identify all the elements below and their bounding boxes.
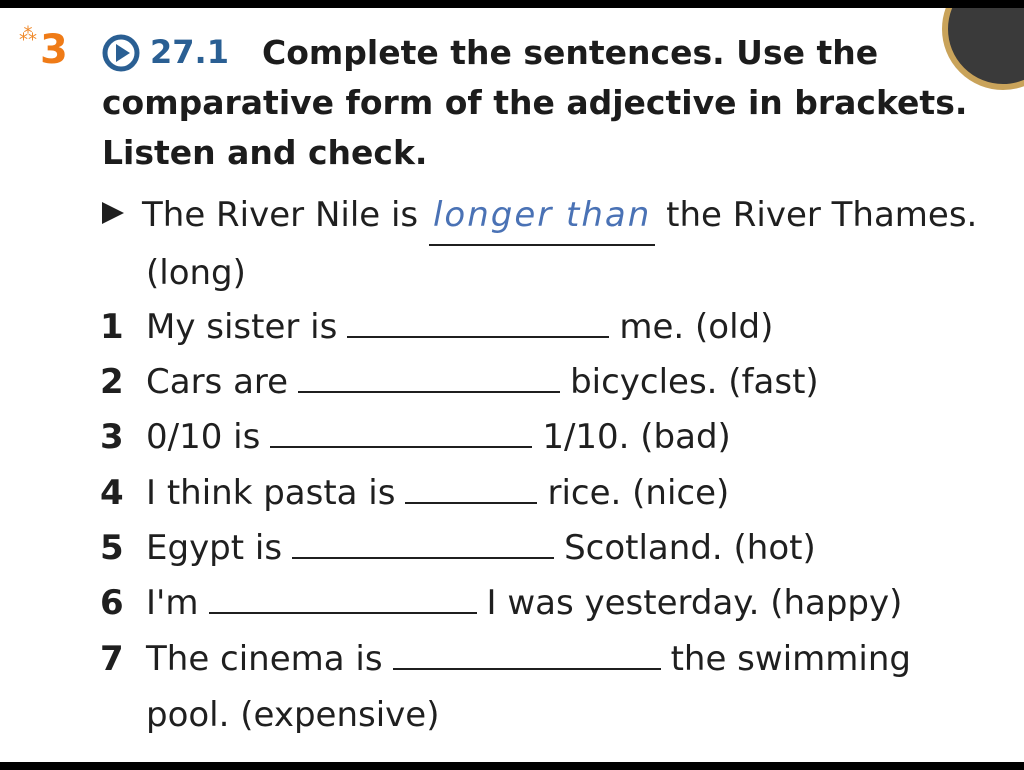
exercise-item-7-continuation: pool. (expensive): [146, 695, 440, 735]
item-after: Scotland. (hot): [564, 528, 816, 568]
star-difficulty-icon: ⁂: [19, 24, 37, 45]
example-answer: longer than: [429, 186, 655, 246]
answer-blank-5[interactable]: [292, 533, 554, 559]
item-before: I think pasta is: [146, 473, 396, 513]
answer-blank-7[interactable]: [393, 644, 661, 670]
exercise-item-3: [100, 410, 731, 464]
example-sentence: [102, 186, 977, 246]
item-number: 3: [100, 417, 124, 457]
exercise-instruction: Complete the sentences. Use the comparative form of the adjective in brackets. Listen and check.: [102, 33, 968, 172]
exercise-item-4: [100, 466, 729, 520]
item-number: 1: [100, 307, 124, 347]
worksheet-page: [0, 8, 1024, 762]
answer-blank-3[interactable]: [270, 422, 532, 448]
exercise-item-2: [100, 355, 819, 409]
item-after: 1/10. (bad): [542, 417, 731, 457]
answer-blank-4[interactable]: [405, 478, 537, 504]
answer-blank-2[interactable]: [298, 367, 560, 393]
example-arrow-icon: [102, 202, 124, 224]
example-after: the River Thames.: [666, 195, 978, 235]
item-after: the swimming: [670, 639, 911, 679]
item-before: My sister is: [146, 307, 338, 347]
item-number: 7: [100, 639, 124, 679]
item-after: rice. (nice): [547, 473, 730, 513]
item-after: bicycles. (fast): [570, 362, 819, 402]
item-number: 6: [100, 583, 124, 623]
item-number: 5: [100, 528, 124, 568]
exercise-item-7: [100, 632, 911, 686]
exercise-item-5: [100, 521, 816, 575]
example-before: The River Nile is: [142, 195, 419, 235]
item-number: 4: [100, 473, 124, 513]
item-before: Egypt is: [146, 528, 283, 568]
item-number: 2: [100, 362, 124, 402]
item-before: 0/10 is: [146, 417, 261, 457]
example-hint: (long): [146, 253, 246, 293]
item-after: I was yesterday. (happy): [486, 583, 903, 623]
answer-blank-6[interactable]: [209, 588, 477, 614]
item-after: me. (old): [619, 307, 774, 347]
item-before: Cars are: [146, 362, 289, 402]
exercise-number: 3: [40, 27, 68, 73]
answer-blank-1[interactable]: [347, 312, 609, 338]
exercise-item-6: [100, 576, 902, 630]
audio-track-number: 27.1: [150, 33, 229, 71]
item-before: The cinema is: [146, 639, 383, 679]
exercise-item-1: [100, 300, 773, 354]
item-before: I'm: [146, 583, 199, 623]
